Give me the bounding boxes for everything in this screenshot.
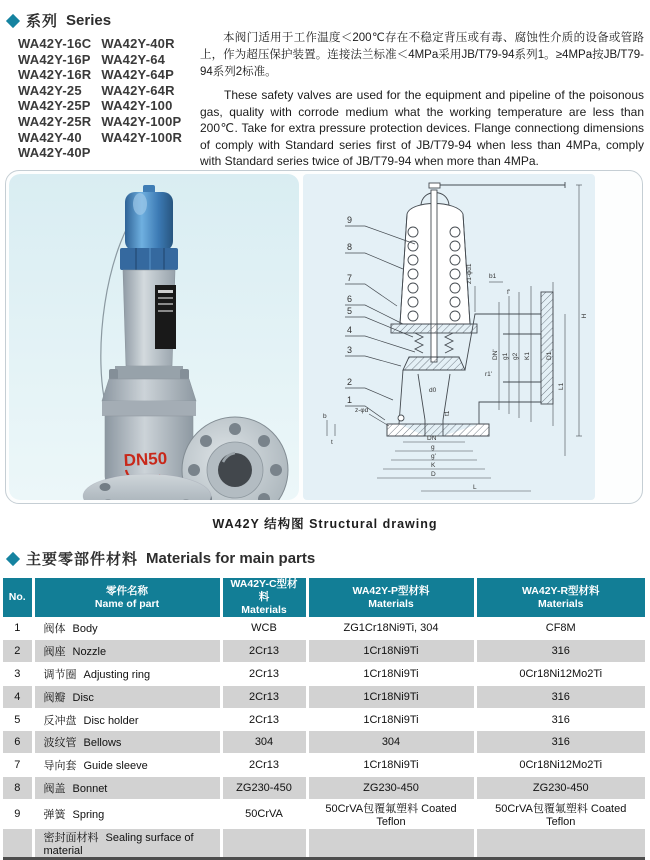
valve-photo-svg: [9, 174, 299, 500]
dn-marking: DN50: [123, 448, 168, 470]
cell-name: 调节圈 Adjusting ring: [33, 663, 221, 686]
dim-D: D: [431, 471, 436, 478]
series-heading: [8, 10, 111, 31]
materials-title-en: Materials for main parts: [146, 550, 316, 567]
table-row: [3, 799, 645, 828]
cell-name: 阀瓣 Disc: [33, 685, 221, 708]
dim-t1: t1: [444, 410, 451, 416]
part-number-5: 5: [347, 306, 353, 316]
dim-L1: L1: [558, 382, 565, 390]
cell-material-r: 316: [475, 731, 645, 754]
cell-material-c: ZG230-450: [221, 777, 307, 800]
cell-name: 弹簧 Spring: [33, 799, 221, 828]
table-row: [3, 708, 645, 731]
dim-g: g: [431, 444, 435, 451]
model-item: WA42Y-100R: [101, 129, 183, 145]
valve-photo: [9, 174, 299, 500]
cell-no: 8: [3, 777, 33, 800]
model-item: WA42Y-100: [101, 98, 173, 114]
dim-g2: g2: [512, 352, 519, 360]
model-list-column-1: [18, 36, 91, 161]
header-material-c: WA42Y-C型材料 Materials: [221, 578, 307, 617]
model-item: WA42Y-64P: [101, 67, 174, 83]
cell-material-r: 316: [475, 685, 645, 708]
header-material-r: WA42Y-R型材料 Materials: [475, 578, 645, 617]
model-item: WA42Y-25: [18, 82, 82, 98]
dim-K1: K1: [524, 352, 531, 360]
cell-material-c: 2Cr13: [221, 708, 307, 731]
cell-material-p: 50CrVA包覆氟塑料 Coated Teflon: [307, 799, 475, 828]
series-descriptions: [200, 30, 644, 170]
cell-no: 3: [3, 663, 33, 686]
series-title-zh: 系列: [26, 13, 59, 30]
dim-b1: b1: [489, 273, 497, 280]
part-number-9: 9: [347, 215, 353, 225]
dim-g1: g1: [502, 352, 509, 360]
valve-shoulder: [102, 379, 196, 416]
cell-name: 导向套 Guide sleeve: [33, 754, 221, 777]
dim-z-d: z-φd: [355, 407, 369, 414]
figure-panel: [5, 170, 643, 504]
cell-material-p: 1Cr18Ni9Ti: [307, 640, 475, 663]
part-numbers: [347, 215, 352, 405]
table-row: [3, 617, 645, 640]
dim-r1: r1': [485, 371, 493, 378]
model-item: WA42Y-40: [18, 129, 82, 145]
part-number-1: 1: [347, 395, 353, 405]
table-row-sealing-surface: [3, 828, 645, 858]
cell-no: 1: [3, 617, 33, 640]
model-list-column-2: [101, 36, 182, 161]
structural-drawing: [303, 174, 595, 500]
header-name: 零件名称 Name of part: [33, 578, 221, 617]
valve-cap: [120, 185, 178, 270]
cell-material-c: WCB: [221, 617, 307, 640]
cell-no: 9: [3, 799, 33, 828]
cell-material-c: 50CrVA: [221, 799, 307, 828]
cell-material-r: 316: [475, 708, 645, 731]
model-item: WA42Y-40P: [18, 145, 91, 161]
cell-name: 密封面材料 Sealing surface of material: [33, 828, 221, 858]
model-item: WA42Y-100P: [101, 113, 182, 129]
cell-name: 阀体 Body: [33, 617, 221, 640]
model-item: WA42Y-16R: [18, 67, 92, 83]
dim-f: f': [507, 289, 511, 296]
table-row: [3, 685, 645, 708]
cell-material-p: ZG1Cr18Ni9Ti, 304: [307, 617, 475, 640]
cell-material-r: CF8M: [475, 617, 645, 640]
cell-name: 阀盖 Bonnet: [33, 777, 221, 800]
cell-name: 反冲盘 Disc holder: [33, 708, 221, 731]
cell-material-p: ZG230-450: [307, 777, 475, 800]
cell-material-c: 304: [221, 731, 307, 754]
cell-material-r: 50CrVA包覆氟塑料 Coated Teflon: [475, 799, 645, 828]
dim-z1-d1: z1-φd1: [466, 263, 473, 284]
cell-material-p: [307, 828, 475, 858]
cell-material-r: 0Cr18Ni12Mo2Ti: [475, 663, 645, 686]
cell-material-p: 1Cr18Ni9Ti: [307, 685, 475, 708]
cell-material-c: 2Cr13: [221, 685, 307, 708]
model-item: WA42Y-40R: [101, 36, 175, 51]
header-material-p: WA42Y-P型材料 Materials: [307, 578, 475, 617]
dim-K: K: [431, 462, 436, 469]
model-item: WA42Y-16P: [18, 51, 91, 67]
part-number-6: 6: [347, 294, 353, 304]
cell-name: 波纹管 Bellows: [33, 731, 221, 754]
part-number-8: 8: [347, 242, 353, 252]
cell-material-c: 2Cr13: [221, 663, 307, 686]
cell-no: 6: [3, 731, 33, 754]
materials-title-zh: 主要零部件材料: [26, 551, 139, 568]
table-header-row: [3, 578, 645, 617]
cell-no: 7: [3, 754, 33, 777]
model-item: WA42Y-64R: [101, 82, 175, 98]
model-item: WA42Y-25P: [18, 98, 91, 114]
part-number-2: 2: [347, 377, 353, 387]
table-row: [3, 663, 645, 686]
table-row: [3, 731, 645, 754]
table-row: [3, 754, 645, 777]
model-item: WA42Y-25R: [18, 113, 92, 129]
table-row: [3, 640, 645, 663]
cell-material-r: [475, 828, 645, 858]
part-number-4: 4: [347, 325, 353, 335]
diamond-bullet-icon: [6, 551, 20, 565]
cell-material-r: 0Cr18Ni12Mo2Ti: [475, 754, 645, 777]
diamond-bullet-icon: [6, 13, 20, 27]
description-chinese: 本阀门适用于工作温度＜200℃存在不稳定背压或有毒、腐蚀性介质的设备或管路上，作为超压保护装置。连接法兰标准＜4MPa采用JB/T79-94系列1。≥4MPa按JB/T79-94系列2标准。: [200, 32, 644, 78]
cell-no: 2: [3, 640, 33, 663]
cell-material-r: 316: [475, 640, 645, 663]
cell-material-r: ZG230-450: [475, 777, 645, 800]
structural-drawing-svg: [303, 174, 595, 500]
dim-t: t: [331, 439, 333, 446]
part-number-7: 7: [347, 273, 353, 283]
cell-material-p: 1Cr18Ni9Ti: [307, 754, 475, 777]
model-list: [18, 36, 182, 161]
materials-table: [3, 578, 645, 860]
table-row: [3, 777, 645, 800]
dim-DN: DN: [427, 435, 437, 442]
dim-b: b: [323, 413, 327, 420]
dim-g-prime: g': [431, 453, 436, 460]
cell-material-c: [221, 828, 307, 858]
series-title-en: Series: [66, 12, 112, 29]
model-item: WA42Y-16C: [18, 36, 92, 51]
cell-no: 5: [3, 708, 33, 731]
model-item: WA42Y-64: [101, 51, 166, 67]
part-number-3: 3: [347, 345, 353, 355]
dim-L: L: [473, 484, 477, 491]
cell-material-c: 2Cr13: [221, 640, 307, 663]
cell-material-p: 1Cr18Ni9Ti: [307, 663, 475, 686]
dim-H: H: [581, 313, 588, 319]
cell-material-p: 1Cr18Ni9Ti: [307, 708, 475, 731]
cell-name: 阀座 Nozzle: [33, 640, 221, 663]
dim-d0: d0: [429, 387, 437, 394]
description-english: These safety valves are used for the equipment and pipeline of the poisonous gas, quality with corrode medium what the working temperature are less than 200℃. Take for extra pressure protection devices. Flange connectiong dimensions of comply with Standard series first of JB/T79-94 when less than 4MPa, comply with Standard series twice of JB/T79-94 when more than 4MPa.: [200, 88, 644, 168]
materials-heading: [8, 548, 315, 569]
cell-no: [3, 828, 33, 858]
header-no: No.: [3, 578, 33, 617]
figure-caption: WA42Y 结构图 Structural drawing: [212, 517, 438, 531]
cell-no: 4: [3, 685, 33, 708]
cell-material-c: 2Cr13: [221, 754, 307, 777]
cell-material-p: 304: [307, 731, 475, 754]
dim-DN2: DN': [492, 349, 499, 360]
dim-D1: D1: [546, 351, 553, 360]
